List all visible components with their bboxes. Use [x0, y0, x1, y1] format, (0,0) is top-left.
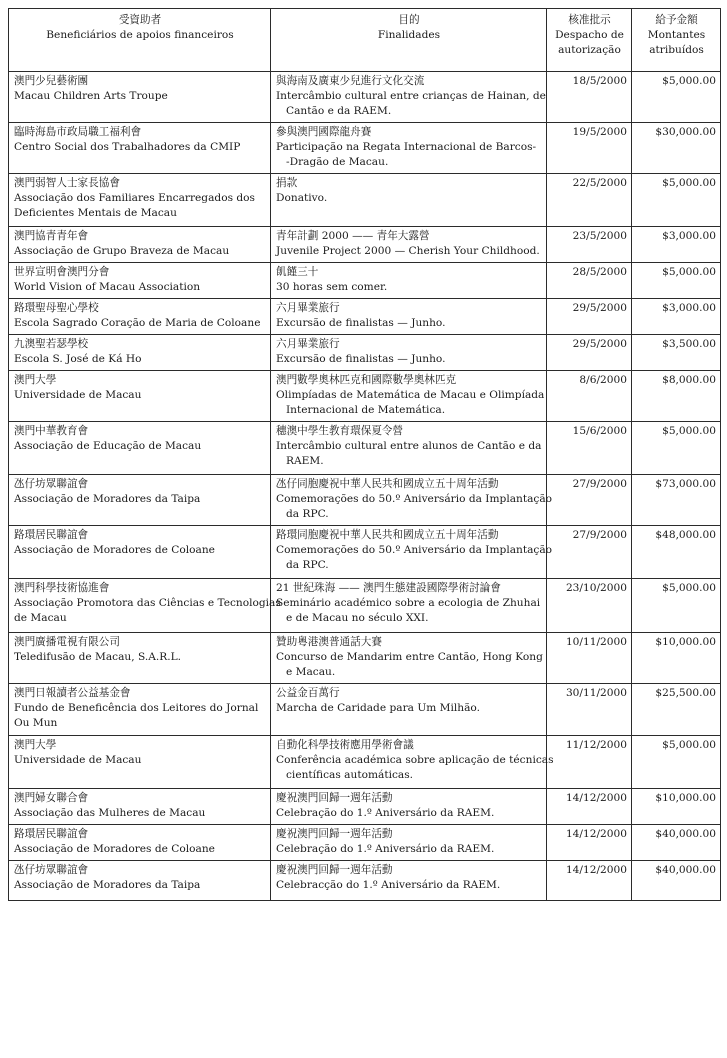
- beneficiary-name-portuguese: Deficientes Mentais de Macau: [14, 207, 177, 219]
- beneficiary-cell: [9, 861, 271, 901]
- purpose-cell: [271, 526, 553, 579]
- purpose-portuguese: RAEM.: [286, 455, 324, 467]
- beneficiary-cell: [9, 123, 271, 174]
- purpose-portuguese: Intercâmbio cultural entre crianças de Hainan, de: [276, 90, 546, 102]
- purpose-portuguese: Concurso de Mandarim entre Cantão, Hong Kong: [276, 651, 543, 663]
- table-row: [9, 299, 721, 335]
- authorization-date-cell: 27/9/2000: [547, 526, 632, 579]
- purpose-portuguese: Marcha de Caridade para Um Milhão.: [276, 702, 480, 714]
- purpose-portuguese: -Dragão de Macau.: [286, 156, 389, 168]
- amount-cell: $25,500.00: [632, 684, 721, 736]
- purpose-cell: [271, 263, 547, 299]
- beneficiary-name-portuguese: Associação Promotora das Ciências e Tecnologias: [14, 597, 281, 609]
- purpose-cell: [271, 579, 547, 633]
- beneficiary-name-chinese: 路環居民聯誼會: [14, 828, 89, 840]
- beneficiary-cell: [9, 633, 271, 684]
- purpose-portuguese: Intercâmbio cultural entre alunos de Cantão e da: [276, 440, 542, 452]
- beneficiary-name-portuguese: Associação de Educação de Macau: [14, 440, 202, 452]
- beneficiary-name-chinese: 路環居民聯誼會: [14, 529, 89, 541]
- table-row: [9, 736, 721, 789]
- purpose-cell: [271, 227, 547, 263]
- amount-cell: $3,000.00: [632, 227, 721, 263]
- amount-cell: $5,000.00: [632, 72, 721, 123]
- amount-cell: $73,000.00: [632, 475, 721, 526]
- amount-cell: $5,000.00: [632, 263, 721, 299]
- beneficiary-name-chinese: 世界宣明會澳門分會: [14, 266, 110, 278]
- beneficiary-name-portuguese: Escola Sagrado Coração de Maria de Coloane: [14, 317, 261, 329]
- beneficiary-name-portuguese: Associação de Grupo Braveza de Macau: [14, 245, 230, 257]
- beneficiary-name-portuguese: World Vision of Macau Association: [14, 281, 201, 293]
- beneficiary-name-chinese: 氹仔坊眾聯誼會: [14, 864, 89, 876]
- purpose-portuguese: da RPC.: [286, 559, 329, 571]
- purpose-portuguese: científicas automáticas.: [286, 769, 414, 781]
- purpose-cell: [271, 861, 547, 901]
- purpose-cell: [271, 684, 547, 736]
- amount-cell: $40,000.00: [632, 861, 721, 901]
- beneficiary-name-chinese: 澳門少兒藝術團: [14, 75, 89, 87]
- beneficiary-cell: [9, 825, 271, 861]
- beneficiary-name-portuguese: Associação de Moradores da Taipa: [14, 493, 201, 505]
- beneficiary-name-portuguese: Escola S. José de Ká Ho: [14, 353, 142, 365]
- beneficiary-cell: [9, 263, 271, 299]
- authorization-date-cell: 14/12/2000: [547, 825, 632, 861]
- beneficiary-name-portuguese: Centro Social dos Trabalhadores da CMIP: [14, 141, 241, 153]
- purpose-cell: [271, 736, 554, 789]
- beneficiary-name-chinese: 路環聖母聖心學校: [14, 302, 99, 314]
- beneficiary-name-portuguese: Associação de Moradores da Taipa: [14, 879, 201, 891]
- table-row: [9, 335, 721, 371]
- beneficiary-cell: [9, 579, 281, 633]
- purpose-portuguese: Donativo.: [276, 192, 328, 204]
- purpose-cell: [271, 299, 547, 335]
- beneficiary-cell: [9, 72, 271, 123]
- amount-cell: $5,000.00: [632, 422, 721, 475]
- purpose-chinese: 澳門數學奧林匹克和國際數學奧林匹克: [276, 374, 457, 386]
- purpose-portuguese: Cantão e da RAEM.: [286, 105, 392, 117]
- authorization-date-cell: 30/11/2000: [547, 684, 632, 736]
- purpose-portuguese: Comemorações do 50.º Aniversário da Implantação: [276, 493, 553, 505]
- amount-cell: $30,000.00: [632, 123, 721, 174]
- beneficiary-cell: [9, 475, 271, 526]
- purpose-cell: [271, 123, 547, 174]
- beneficiary-cell: [9, 371, 271, 422]
- amount-cell: $10,000.00: [632, 789, 721, 825]
- beneficiary-name-chinese: 臨時海島市政局職工福利會: [14, 126, 142, 138]
- authorization-date-cell: 29/5/2000: [547, 299, 632, 335]
- table-row: [9, 72, 721, 123]
- beneficiary-name-portuguese: Associação de Moradores de Coloane: [14, 843, 215, 855]
- beneficiary-name-chinese: 澳門中華教育會: [14, 425, 89, 437]
- table-row: [9, 861, 721, 901]
- purpose-portuguese: Participação na Regata Internacional de Barcos-: [276, 141, 537, 153]
- purpose-chinese: 21 世紀珠海 —— 澳門生態建設國際學術討論會: [276, 582, 501, 594]
- header-amount: 給予金額 Montantes atribuídos: [632, 9, 721, 72]
- authorization-date-cell: 18/5/2000: [547, 72, 632, 123]
- authorization-date-cell: 27/9/2000: [547, 475, 632, 526]
- beneficiary-cell: [9, 227, 271, 263]
- authorization-date-cell: 22/5/2000: [547, 174, 632, 227]
- authorization-date-cell: 11/12/2000: [547, 736, 632, 789]
- purpose-cell: [271, 371, 547, 422]
- beneficiary-cell: [9, 422, 271, 475]
- purpose-chinese: 穗澳中學生教育環保夏令營: [276, 425, 404, 437]
- amount-cell: $10,000.00: [632, 633, 721, 684]
- header-date: 核准批示 Despacho de autorização: [547, 9, 632, 72]
- beneficiary-name-chinese: 澳門大學: [14, 374, 57, 386]
- purpose-chinese: 慶祝澳門回歸一週年活動: [276, 828, 393, 840]
- purpose-chinese: 青年計劃 2000 —— 青年大露營: [276, 230, 430, 242]
- beneficiary-name-portuguese: Universidade de Macau: [14, 754, 142, 766]
- authorization-date-cell: 29/5/2000: [547, 335, 632, 371]
- purpose-chinese: 公益金百萬行: [276, 687, 340, 699]
- purpose-chinese: 自動化科學技術應用學術會議: [276, 739, 414, 751]
- purpose-portuguese: Olimpíadas de Matemática de Macau e Olimpíada: [276, 389, 545, 401]
- purpose-chinese: 捐款: [276, 177, 298, 189]
- table-row: [9, 789, 721, 825]
- table-row: [9, 227, 721, 263]
- beneficiary-name-portuguese: Ou Mun: [14, 717, 58, 729]
- table-row: [9, 825, 721, 861]
- authorization-date-cell: 8/6/2000: [547, 371, 632, 422]
- grants-table: [8, 8, 721, 901]
- table-row: [9, 174, 721, 227]
- beneficiary-name-portuguese: Associação dos Familiares Encarregados dos: [14, 192, 255, 204]
- purpose-portuguese: Excursão de finalistas — Junho.: [276, 317, 446, 329]
- amount-cell: $3,500.00: [632, 335, 721, 371]
- authorization-date-cell: 14/12/2000: [547, 861, 632, 901]
- authorization-date-cell: 14/12/2000: [547, 789, 632, 825]
- purpose-cell: [271, 335, 547, 371]
- purpose-portuguese: e de Macau no século XXI.: [286, 612, 429, 624]
- purpose-portuguese: Comemorações do 50.º Aniversário da Implantação: [276, 544, 553, 556]
- purpose-portuguese: Celebração do 1.º Aniversário da RAEM.: [276, 807, 495, 819]
- purpose-portuguese: Excursão de finalistas — Junho.: [276, 353, 446, 365]
- amount-cell: $3,000.00: [632, 299, 721, 335]
- beneficiary-name-chinese: 九澳聖若瑟學校: [14, 338, 89, 350]
- purpose-chinese: 氹仔同胞慶祝中華人民共和國成立五十周年活動: [276, 478, 499, 490]
- beneficiary-name-chinese: 澳門婦女聯合會: [14, 792, 89, 804]
- purpose-chinese: 與海南及廣東少兒進行文化交流: [276, 75, 425, 87]
- beneficiary-name-chinese: 澳門協青青年會: [14, 230, 89, 242]
- beneficiary-name-chinese: 澳門廣播電視有限公司: [14, 636, 120, 648]
- header-beneficiary: 受資助者 Beneficiários de apoios financeiros: [9, 9, 271, 72]
- beneficiary-name-chinese: 澳門日報讀者公益基金會: [14, 687, 131, 699]
- table-row: [9, 526, 721, 579]
- beneficiary-cell: [9, 526, 271, 579]
- purpose-chinese: 路環同胞慶祝中華人民共和國成立五十周年活動: [276, 529, 499, 541]
- authorization-date-cell: 23/5/2000: [547, 227, 632, 263]
- table-row: [9, 422, 721, 475]
- beneficiary-name-portuguese: Universidade de Macau: [14, 389, 142, 401]
- amount-cell: $5,000.00: [632, 579, 721, 633]
- purpose-portuguese: 30 horas sem comer.: [276, 281, 388, 293]
- purpose-portuguese: Seminário académico sobre a ecologia de Zhuhai: [276, 597, 541, 609]
- beneficiary-cell: [9, 736, 271, 789]
- amount-cell: $40,000.00: [632, 825, 721, 861]
- table-row: [9, 684, 721, 736]
- beneficiary-cell: [9, 335, 271, 371]
- purpose-portuguese: Juvenile Project 2000 — Cherish Your Childhood.: [276, 245, 540, 257]
- purpose-cell: [271, 825, 547, 861]
- beneficiary-name-chinese: 澳門科學技術協進會: [14, 582, 110, 594]
- beneficiary-name-portuguese: Teledifusão de Macau, S.A.R.L.: [14, 651, 181, 663]
- beneficiary-cell: [9, 684, 271, 736]
- table-row: [9, 475, 721, 526]
- beneficiary-name-portuguese: Associação de Moradores de Coloane: [14, 544, 215, 556]
- amount-cell: $8,000.00: [632, 371, 721, 422]
- purpose-portuguese: Conferência académica sobre aplicação de técnicas: [276, 754, 554, 766]
- purpose-cell: [271, 789, 547, 825]
- header-purpose: 目的 Finalidades: [271, 9, 547, 72]
- purpose-chinese: 六月畢業旅行: [276, 338, 340, 350]
- amount-cell: $48,000.00: [632, 526, 721, 579]
- amount-cell: $5,000.00: [632, 736, 721, 789]
- authorization-date-cell: 28/5/2000: [547, 263, 632, 299]
- authorization-date-cell: 15/6/2000: [547, 422, 632, 475]
- purpose-cell: [271, 72, 547, 123]
- purpose-cell: [271, 633, 547, 684]
- beneficiary-name-portuguese: Associação das Mulheres de Macau: [14, 807, 206, 819]
- grants-table-body: [9, 72, 721, 901]
- purpose-cell: [271, 174, 547, 227]
- purpose-chinese: 飢饉三十: [276, 266, 319, 278]
- purpose-portuguese: da RPC.: [286, 508, 329, 520]
- purpose-chinese: 參與澳門國際龍舟賽: [276, 126, 372, 138]
- purpose-chinese: 六月畢業旅行: [276, 302, 340, 314]
- authorization-date-cell: 19/5/2000: [547, 123, 632, 174]
- beneficiary-name-chinese: 氹仔坊眾聯誼會: [14, 478, 89, 490]
- authorization-date-cell: 10/11/2000: [547, 633, 632, 684]
- purpose-portuguese: e Macau.: [286, 666, 336, 678]
- purpose-chinese: 慶祝澳門回歸一週年活動: [276, 792, 393, 804]
- purpose-portuguese: Celebracção do 1.º Aniversário da RAEM.: [276, 879, 501, 891]
- authorization-date-cell: 23/10/2000: [547, 579, 632, 633]
- purpose-cell: [271, 422, 547, 475]
- table-row: [9, 371, 721, 422]
- beneficiary-cell: [9, 174, 271, 227]
- beneficiary-name-chinese: 澳門大學: [14, 739, 57, 751]
- beneficiary-cell: [9, 299, 271, 335]
- beneficiary-name-portuguese: Fundo de Beneficência dos Leitores do Jornal: [14, 702, 259, 714]
- beneficiary-name-portuguese: de Macau: [14, 612, 67, 624]
- beneficiary-name-chinese: 澳門弱智人士家長協會: [14, 177, 120, 189]
- purpose-cell: [271, 475, 553, 526]
- header-row: [9, 9, 721, 72]
- beneficiary-cell: [9, 789, 271, 825]
- table-row: [9, 579, 721, 633]
- table-row: [9, 263, 721, 299]
- amount-cell: $5,000.00: [632, 174, 721, 227]
- purpose-portuguese: Internacional de Matemática.: [286, 404, 446, 416]
- table-row: [9, 633, 721, 684]
- beneficiary-name-portuguese: Macau Children Arts Troupe: [14, 90, 168, 102]
- purpose-chinese: 慶祝澳門回歸一週年活動: [276, 864, 393, 876]
- purpose-chinese: 贊助粵港澳普通話大賽: [276, 636, 382, 648]
- table-row: [9, 123, 721, 174]
- purpose-portuguese: Celebração do 1.º Aniversário da RAEM.: [276, 843, 495, 855]
